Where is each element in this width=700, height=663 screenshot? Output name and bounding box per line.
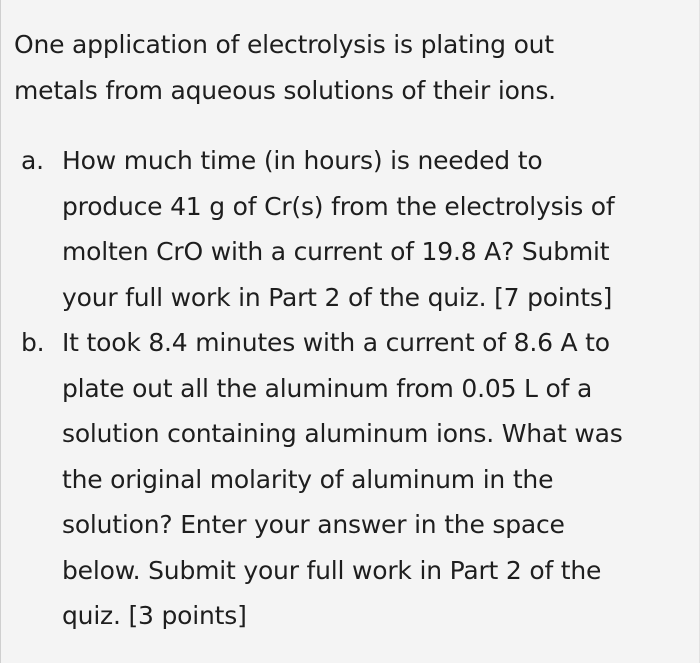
intro-paragraph	[14, 22, 684, 114]
question-line: molten CrO with a current of 19.8 A? Submit	[62, 237, 610, 266]
question-a	[1, 138, 691, 320]
question-marker: b.	[21, 328, 45, 357]
question-line: solution containing aluminum ions. What was	[62, 419, 623, 448]
question-b	[1, 320, 691, 639]
question-marker: a.	[21, 146, 44, 175]
question-line: the original molarity of aluminum in the	[62, 464, 554, 494]
question-line: quiz. [3 points]	[62, 601, 247, 630]
question-line: below. Submit your full work in Part 2 of the	[62, 555, 602, 585]
question-list	[1, 138, 700, 639]
intro-line: metals from aqueous solutions of their ions.	[14, 76, 556, 105]
question-line: plate out all the aluminum from 0.05 L of a	[62, 373, 593, 403]
question-line: produce 41 g of Cr(s) from the electrolysis of	[62, 191, 615, 221]
question-line: How much time (in hours) is needed to	[62, 146, 543, 175]
intro-line: One application of electrolysis is plating out	[14, 30, 554, 59]
question-line: solution? Enter your answer in the space	[62, 510, 565, 539]
question-line: your full work in Part 2 of the quiz. [7 points]	[62, 282, 613, 312]
question-line: It took 8.4 minutes with a current of 8.6 A to	[62, 328, 610, 357]
